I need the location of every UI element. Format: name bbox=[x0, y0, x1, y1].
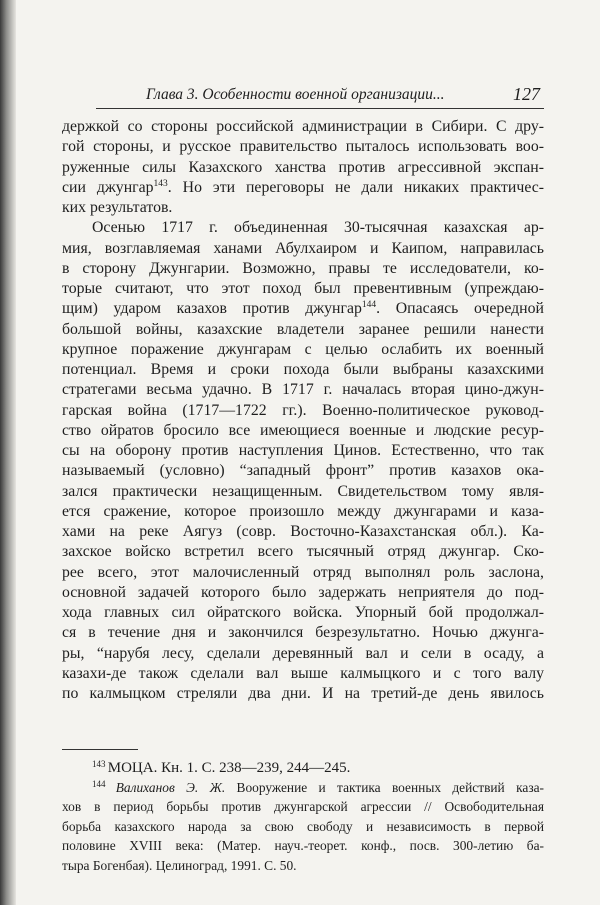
text-run: МОЦА. Кн. 1. С. 238—239, 244—245. bbox=[107, 760, 351, 776]
text-run: ется сражение, которое произошло между джунгарами и каза- bbox=[62, 502, 544, 520]
footnotes bbox=[62, 758, 544, 876]
text-run: рее всего, этот малочисленный отряд выполнял роль заслона, bbox=[62, 563, 544, 581]
footnote-text bbox=[62, 819, 544, 834]
text-run: стратегами весьма удачно. В 1717 г. началась вторая цино-джун- bbox=[62, 381, 544, 399]
text-line bbox=[62, 239, 544, 259]
text-run: хов в период борьбы против джунгарской агрессии // Освободительная bbox=[62, 799, 544, 815]
text-line bbox=[62, 502, 544, 522]
text-run: щим) ударом казахов против джунгар bbox=[62, 300, 362, 318]
text-line bbox=[62, 542, 544, 562]
text-line bbox=[62, 461, 544, 481]
text-run: хода главных сил ойратского войска. Упорный бой продолжал- bbox=[62, 604, 544, 621]
footnote-ref: 144 bbox=[361, 300, 377, 311]
footnote-separator bbox=[62, 749, 138, 750]
text-line bbox=[62, 178, 544, 198]
text-line bbox=[62, 360, 544, 380]
text-run: руженные силы Казахского ханства против агрессивной экспан- bbox=[62, 158, 544, 176]
text-run: сы на оборону против наступления Цинов. Естественно, что так bbox=[62, 442, 544, 459]
text-run: борьба казахского народа за свою свободу и независимость в первой bbox=[62, 818, 544, 834]
text-run: . Опасаясь очередной bbox=[376, 300, 544, 318]
text-run: гой стороны, и русское правительство пыталось использовать воо- bbox=[62, 138, 544, 156]
text-run: казахи-де також сделали вал выше калмыцкого и с того валу bbox=[62, 664, 544, 682]
text-line bbox=[62, 482, 544, 502]
footnote-text bbox=[108, 760, 351, 776]
text-run: Вооружение и тактика военных действий каза- bbox=[225, 779, 545, 795]
footnote-text bbox=[62, 838, 544, 853]
text-run: ры, “нарубя лесу, сделали деревянный вал и сели в осаду, а bbox=[62, 644, 544, 662]
text-line bbox=[62, 218, 544, 238]
text-run: потенциал. Время и сроки похода были выбраны казахскими bbox=[62, 361, 544, 378]
footnote-line bbox=[62, 758, 544, 778]
text-line bbox=[62, 623, 544, 643]
footnote-line bbox=[62, 856, 544, 876]
text-line bbox=[62, 117, 544, 137]
text-line bbox=[62, 522, 544, 542]
text-line bbox=[62, 198, 544, 218]
author-name: Валиханов Э. Ж. bbox=[115, 779, 226, 795]
text-line bbox=[62, 603, 544, 623]
text-run: в сторону Джунгарии. Возможно, правы те исследователи, ко- bbox=[62, 259, 544, 277]
footnote-text bbox=[62, 858, 297, 873]
text-run: тыра Богенбая). Целиноград, 1991. С. 50. bbox=[62, 857, 297, 873]
text-run: основной задачей которого было задержать неприятеля до под- bbox=[62, 583, 544, 601]
text-run: торые считают, что этот поход был превентивным (упреждаю- bbox=[62, 280, 544, 297]
body-text bbox=[62, 117, 544, 704]
text-line bbox=[62, 279, 544, 299]
text-run: захское войско встретил всего тысячный отряд джунгар. Ско- bbox=[62, 543, 544, 561]
text-line bbox=[62, 421, 544, 441]
footnote-number: 144 bbox=[92, 778, 116, 789]
text-line bbox=[62, 644, 544, 664]
running-title: Глава 3. Особенности военной организации... bbox=[146, 86, 445, 103]
text-line bbox=[62, 563, 544, 583]
text-run: зался практически незащищенным. Свидетельством тому явля- bbox=[62, 482, 544, 500]
running-header bbox=[96, 84, 544, 109]
text-run: сии джунгар bbox=[62, 178, 154, 196]
text-line bbox=[62, 583, 544, 603]
text-run: Осенью 1717 г. объединенная 30-тысячная казахская ар- bbox=[92, 219, 544, 237]
text-run: держкой со стороны российской администрации в Сибири. С дру- bbox=[62, 118, 544, 135]
text-run: называемый (условно) “западный фронт” против казахов ока- bbox=[62, 462, 544, 480]
footnote-line bbox=[62, 797, 544, 817]
footnote-number: 143 bbox=[92, 759, 108, 769]
text-run: ство ойратов бросило все имеющиеся военные и людские ресур- bbox=[62, 421, 544, 439]
text-run: ких результатов. bbox=[62, 199, 173, 216]
text-run: половине XVIII века: (Матер. науч.-теорет. конф., посв. 300-летию ба- bbox=[62, 838, 544, 854]
text-run: . Но эти переговоры не дали никаких практичес- bbox=[167, 178, 544, 196]
text-line bbox=[62, 441, 544, 461]
footnote-ref: 143 bbox=[153, 178, 168, 189]
page-binding-shadow bbox=[0, 0, 16, 905]
text-line bbox=[62, 380, 544, 400]
text-line bbox=[62, 158, 544, 178]
text-line bbox=[62, 684, 544, 704]
footnote-line bbox=[62, 778, 544, 798]
text-run: по калмыцком стреляли два дни. И на третий-де день явилось bbox=[62, 685, 544, 702]
text-line bbox=[62, 340, 544, 360]
text-line bbox=[62, 664, 544, 684]
footnote-text bbox=[116, 780, 544, 795]
page-number: 127 bbox=[513, 84, 540, 104]
text-line bbox=[62, 299, 544, 319]
text-line bbox=[62, 137, 544, 157]
text-run: мия, возглавляемая ханами Абулхаиром и Каипом, направилась bbox=[62, 239, 544, 257]
text-line bbox=[62, 320, 544, 340]
text-line bbox=[62, 401, 544, 421]
text-run: ся в течение дня и закончился безрезультатно. Ночью джунга- bbox=[62, 624, 544, 642]
text-run: крупное поражение джунгарам с целью ослабить их военный bbox=[62, 340, 544, 358]
text-run: хами на реке Аягуз (совр. Восточно-Казахстанская обл.). Ка- bbox=[62, 523, 544, 540]
text-run: гарская война (1717—1722 гг.). Военно-политическое руковод- bbox=[62, 401, 544, 419]
footnote-line bbox=[62, 836, 544, 856]
footnote-text bbox=[62, 799, 544, 814]
text-line bbox=[62, 259, 544, 279]
footnote-line bbox=[62, 817, 544, 837]
text-run: большой войны, казахские владетели заранее решили нанести bbox=[62, 320, 544, 338]
